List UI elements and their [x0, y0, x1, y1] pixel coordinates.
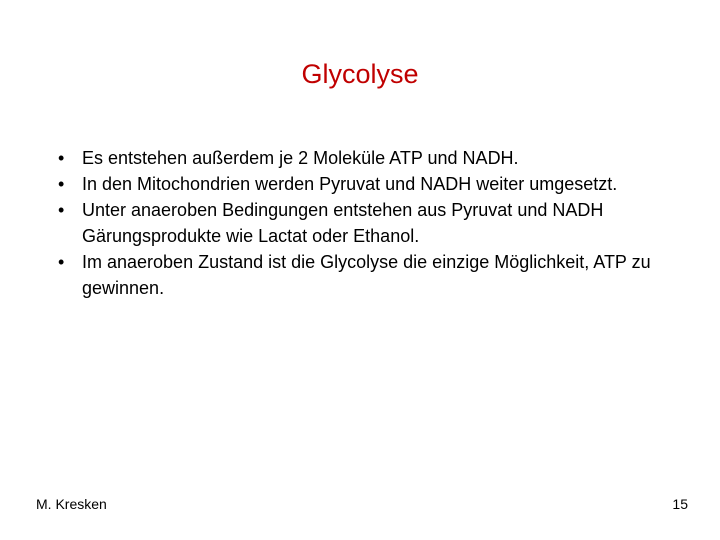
bullet-item [58, 145, 678, 171]
bullet-text: Unter anaeroben Bedingungen entstehen aus Pyruvat und NADH Gärungsprodukte wie Lactat oder Ethanol. [82, 200, 604, 246]
bullet-icon: • [58, 200, 65, 220]
bullet-text: Im anaeroben Zustand ist die Glycolyse die einzige Möglichkeit, ATP zu gewinnen. [82, 252, 651, 298]
bullet-list [58, 145, 678, 301]
bullet-text: Es entstehen außerdem je 2 Moleküle ATP und NADH. [82, 148, 519, 168]
bullet-item [58, 171, 678, 197]
footer-author: M. Kresken [36, 496, 107, 512]
bullet-text: In den Mitochondrien werden Pyruvat und NADH weiter umgesetzt. [82, 174, 618, 194]
bullet-icon: • [58, 252, 65, 272]
bullet-item [58, 249, 678, 301]
bullet-item [58, 197, 678, 249]
bullet-icon: • [58, 148, 65, 168]
bullet-icon: • [58, 174, 65, 194]
slide-title: Glycolyse [301, 59, 419, 89]
page-number: 15 [672, 496, 688, 512]
